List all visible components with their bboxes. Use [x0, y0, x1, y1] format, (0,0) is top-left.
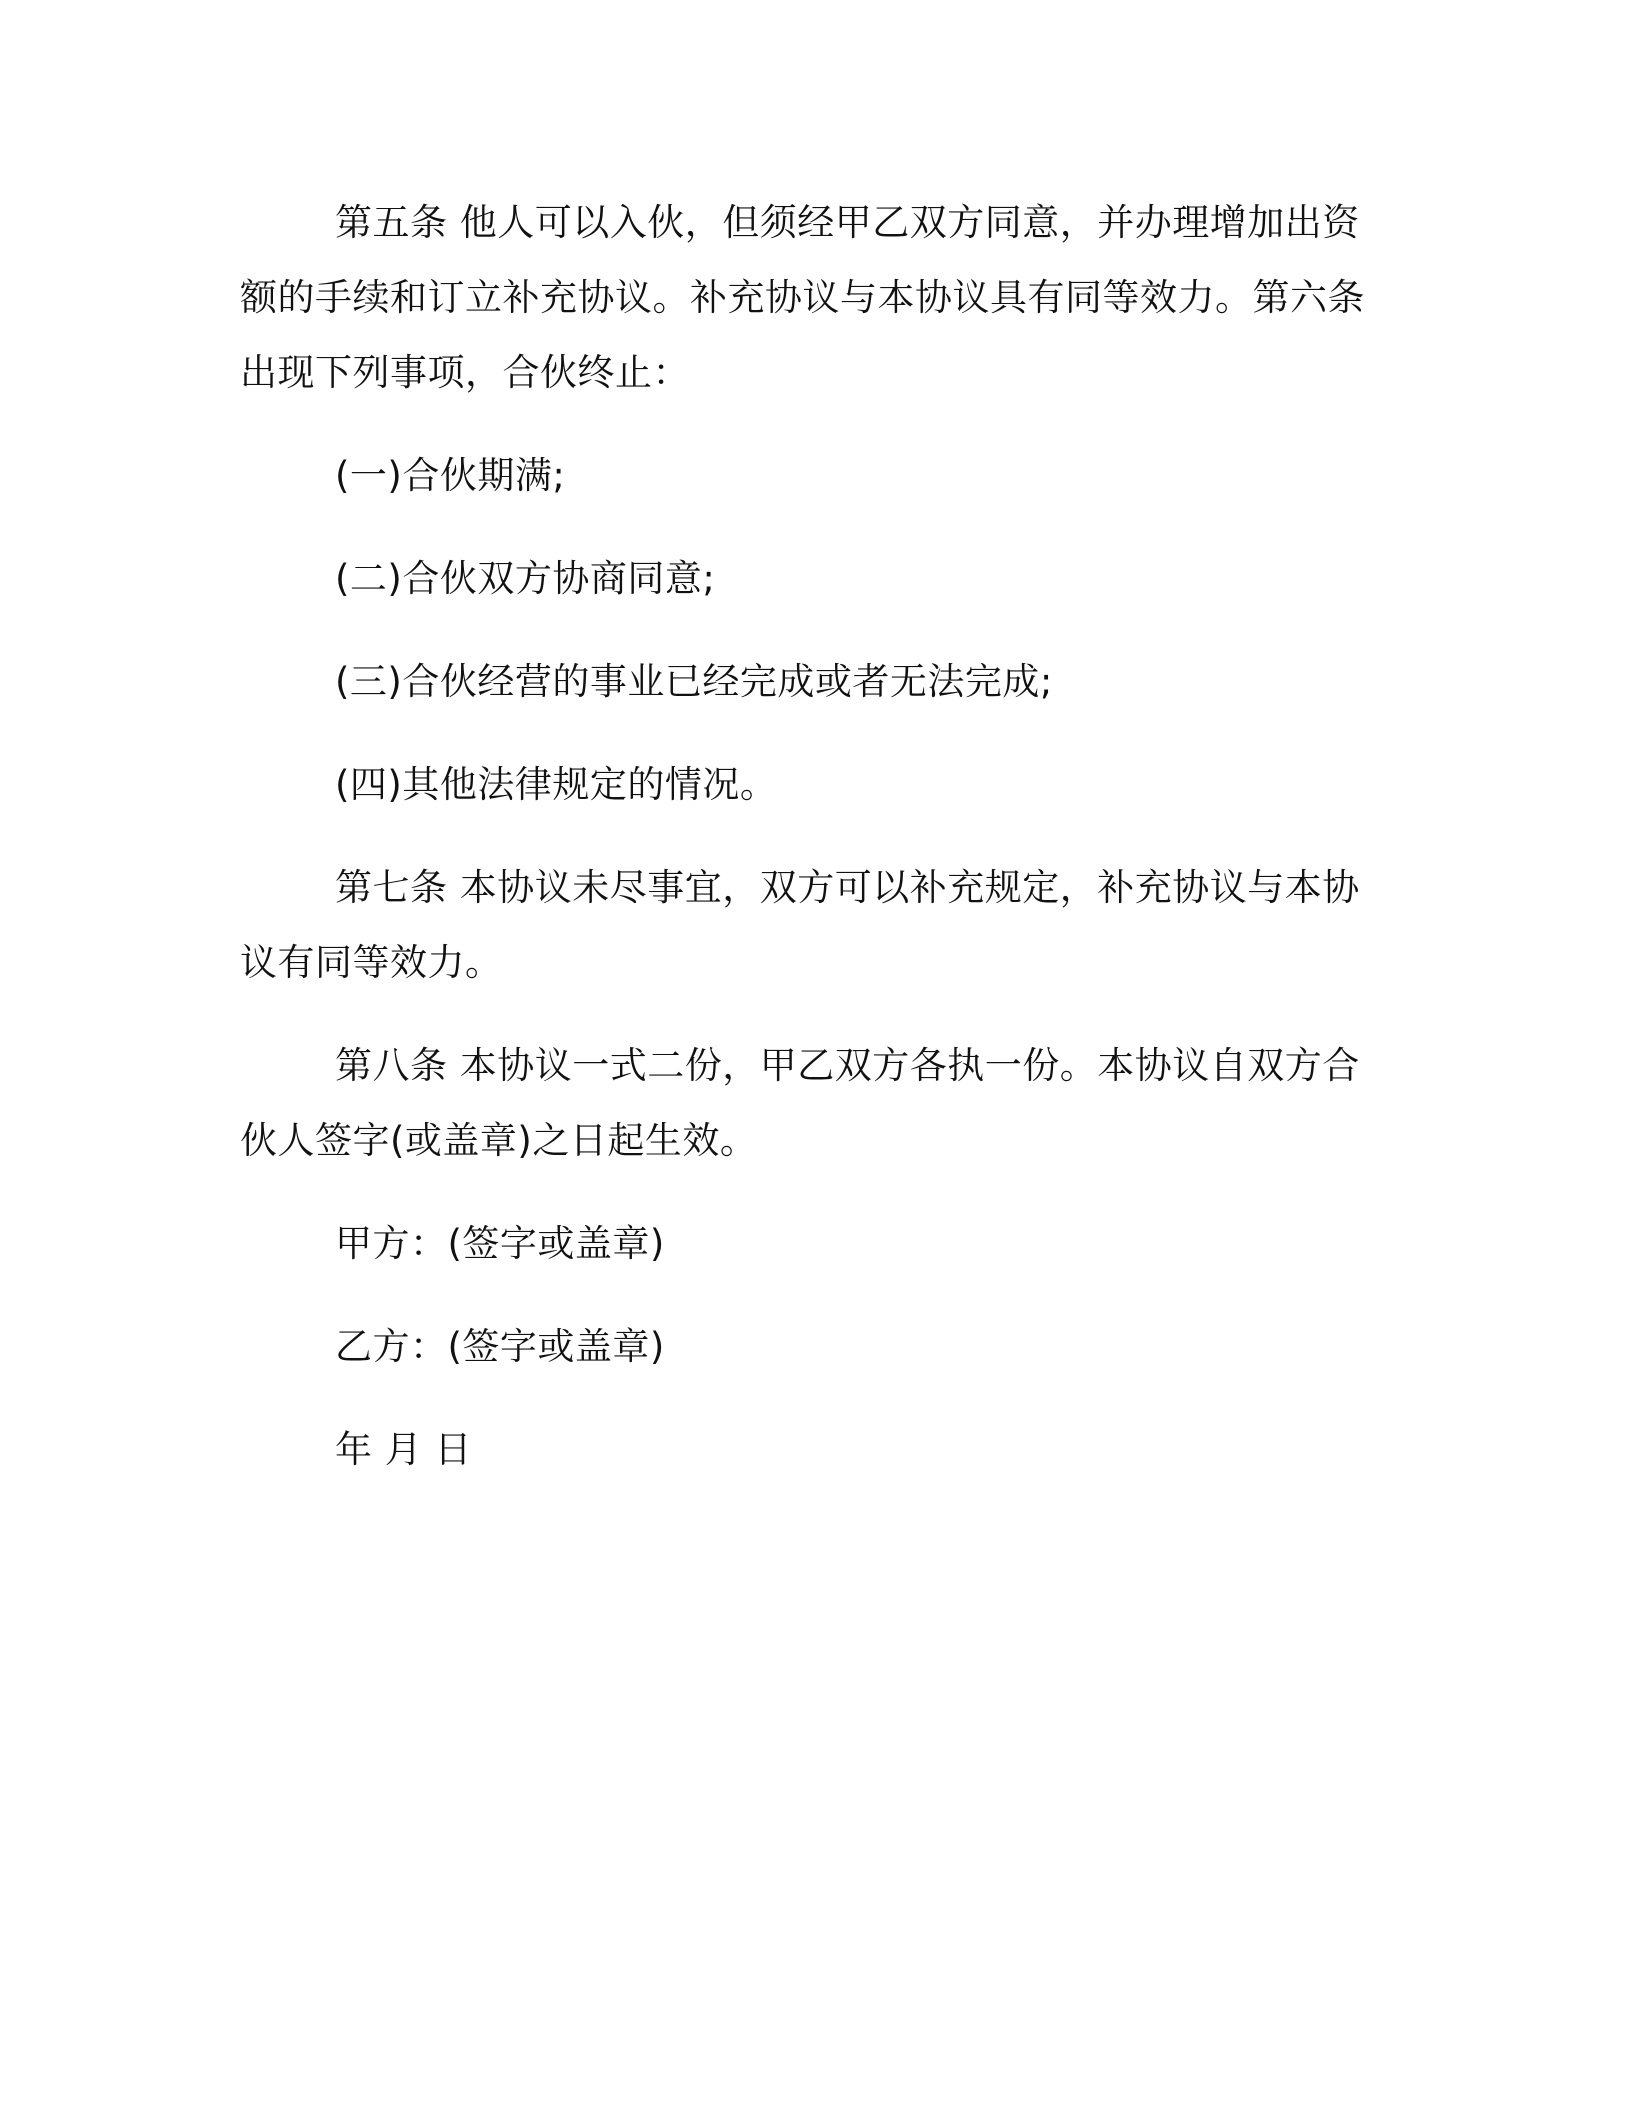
termination-item-4: (四)其他法律规定的情况。 — [335, 763, 778, 806]
article-7-paragraph: 第七条 本协议未尽事宜，双方可以补充规定，补充协议与本协议有同等效力。 — [240, 866, 1360, 984]
date-line: 年 月 日 — [335, 1428, 473, 1471]
termination-item-1: (一)合伙期满; — [335, 454, 566, 497]
party-b-signature-line: 乙方：(签字或盖章) — [335, 1325, 665, 1368]
termination-item-2: (二)合伙双方协商同意; — [335, 557, 716, 600]
party-a-signature-line: 甲方：(签字或盖章) — [335, 1222, 665, 1265]
article-8-paragraph: 第八条 本协议一式二份，甲乙双方各执一份。本协议自双方合伙人签字(或盖章)之日起生效。 — [240, 1044, 1360, 1162]
termination-item-3: (三)合伙经营的事业已经完成或者无法完成; — [335, 660, 1053, 703]
document-body — [240, 185, 1385, 1487]
article-5-6-paragraph: 第五条 他人可以入伙，但须经甲乙双方同意，并办理增加出资额的手续和订立补充协议。补充协议与本协议具有同等效力。第六条 出现下列事项，合伙终止： — [240, 201, 1365, 394]
